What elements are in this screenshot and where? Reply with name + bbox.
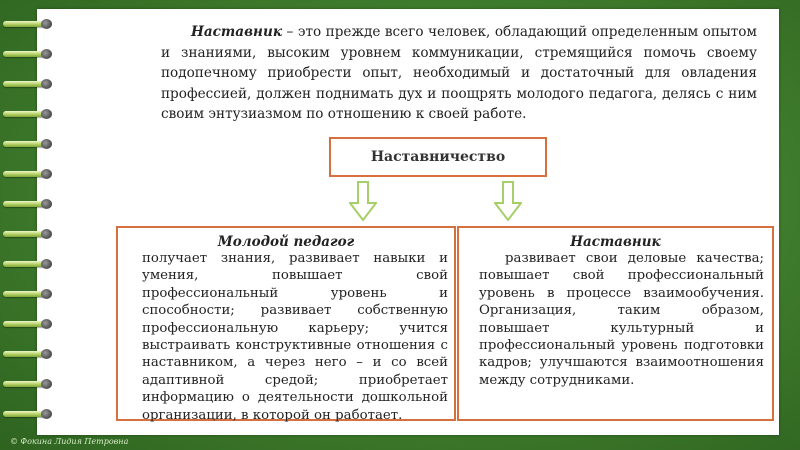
mentor-card	[457, 226, 774, 421]
ring-binder-icon	[3, 229, 53, 239]
ring-binder-icon	[3, 49, 53, 59]
intro-term: Наставник	[191, 24, 283, 40]
down-arrow-icon-left	[349, 181, 377, 221]
ring-binder-icon	[3, 109, 53, 119]
mentor-title: Наставник	[570, 234, 661, 250]
ring-binder-icon	[3, 319, 53, 329]
down-arrow-icon-right	[494, 181, 522, 221]
intro-paragraph	[161, 22, 757, 125]
ring-binder-icon	[3, 379, 53, 389]
ring-binder-icon	[3, 259, 53, 269]
young-teacher-card	[116, 226, 456, 421]
center-concept-box	[329, 137, 547, 177]
ring-binder-icon	[3, 199, 53, 209]
intro-text: – это прежде всего человек, обладающий определенным опытом и знаниями, высоким уровнем коммуникации, стремящийся помочь своему подопечному приобрести опыт, необходимый и достаточный для овладения профессией, должен поднимать дух и поощрять молодого педагога, делясь с ним своим энтузиазмом по отношению к своей работе.	[161, 24, 757, 122]
ring-binder-icon	[3, 409, 53, 419]
young-teacher-text: получает знания, развивает навыки и умения, повышает свой профессиональный уровень и способности; развивает собственную профессиональную карьеру; учится выстраивать конструктивные отношения с наставником, а через него – и со всей адаптивной средой; приобретает информацию о деятельности дошкольной организации, в которой он работает.	[142, 251, 448, 423]
ring-binder-icon	[3, 19, 53, 29]
ring-binder-icon	[3, 139, 53, 149]
ring-binder-icon	[3, 289, 53, 299]
ring-binder-icon	[3, 79, 53, 89]
ring-binder-icon	[3, 169, 53, 179]
ring-binder-icon	[3, 349, 53, 359]
mentor-text: развивает свои деловые качества; повышает свой профессиональный уровень в процессе взаимообучения. Организация, таким образом, повышает культурный и профессиональный уровень подготовки кадров; улучшаются взаимоотношения между сотрудниками.	[479, 251, 764, 388]
author-credit: © Фокина Лидия Петровна	[10, 437, 129, 446]
center-concept-label: Наставничество	[370, 149, 506, 165]
young-teacher-title: Молодой педагог	[217, 234, 355, 250]
